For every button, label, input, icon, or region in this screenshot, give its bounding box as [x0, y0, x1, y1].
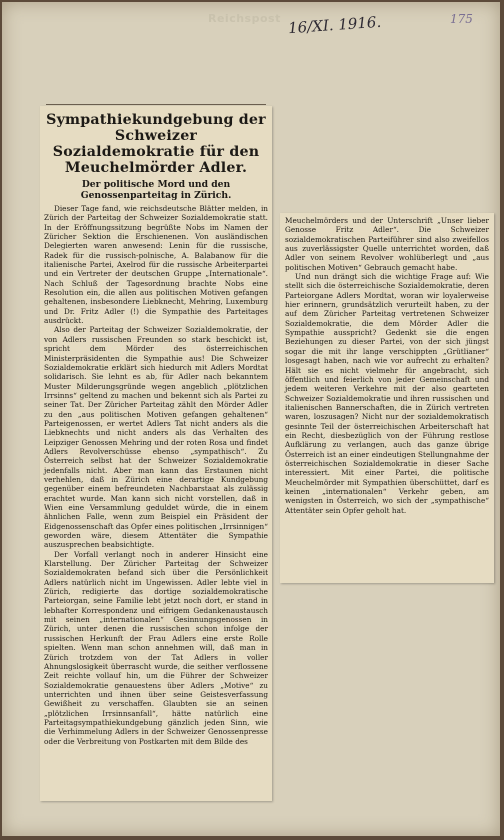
article-paragraph: Also der Parteitag der Schweizer Sozialdemokratie, der von Adlers russischen Freunden so stark beschickt ist, spricht dem Mörder des österreichischen Ministerpräsidenten die Sympathie aus! Die Schweizer Sozialdemokratie erklärt sich hiedurch mit Adlers Mordtat solidarisch. Sie lehnt es ab, für Adler nach bekanntem Muster Milderungsgründe wegen angeblich „plötzlichen Irrsinns“ geltend zu machen und bekennt sich als Partei zu seiner Tat. Der Züricher Parteitag zählt den Mörder Adler zu den „aus politischen Motiven gefangen gehaltenen“ Parteigenossen, er wertet Adlers Tat nicht anders als die Liebknechts und nicht anders als das Verhalten des Leipziger Genossen Mehring und der roten Rosa und findet Adlers Revolverschüsse ebenso „sympathisch“. Zu Österreich selbst hat der Schweizer Sozialdemokratie jedenfalls nicht. Aber man kann das Erstaunen nicht verhehlen, daß in Zürich eine derartige Kundgebung gegenüber einem befreundeten Nachbarstaat als zulässig erachtet wurde. Man kann sich nicht vorstellen, daß in Wien eine Versammlung geduldet würde, die in einem ähnlichen Falle, wenn zum Beispiel ein Präsident der Eidgenossenschaft das Opfer eines politischen „Irrsinnigen“ geworden wäre, diesem Attentäter die Sympathie auszusprechen beabsichtigte.	[44, 325, 268, 550]
article-paragraph: Meuchelmörders und der Unterschrift „Unser lieber Genosse Fritz Adler“. Die Schweizer sozialdemokratischen Parteiführer sind also zweifellos aus zuverlässigster Quelle unterrichtet worden, daß Adler von seinem Revolver wohlüberlegt und „aus politischen Motiven“ Gebrauch gemacht habe.	[285, 216, 489, 272]
article-paragraph: Und nun drängt sich die wichtige Frage auf: Wie stellt sich die österreichische Sozialdemokratie, deren Parteiorgane Adlers Mordtat, woran wir loyalerweise hier erinnern, grundsätzlich verurteilt haben, zu der auf dem Züricher Parteitag vertretenen Schweizer Sozialdemokratie, die dem Mörder Adler die Sympathie ausspricht? Gedenkt sie die engen Beziehungen zu dieser Partei, von der sich jüngst sogar die mit ihr lange verschippten „Grütlianer“ losgesagt haben, nach wie vor aufrecht zu erhalten? Hält sie es nicht vielmehr für angebracht, sich öffentlich und feierlich von jeder Gemeinschaft und jedem weiteren Verkehre mit der also gearteten Schweizer Sozialdemokratie und ihren russischen und italienischen Bannerschaften, die in Zürich vertreten waren, loszusagen? Nicht nur der sozialdemokratisch gesinnte Teil der österreichischen Arbeiterschaft hat ein Recht, diesbezüglich von der Führung restlose Aufklärung zu verlangen, auch das ganze übrige Österreich ist an einer eindeutigen Stellungnahme der österreichischen Sozialdemokratie in dieser Sache interessiert. Mit einer Partei, die politische Meuchelmörder mit Sympathien überschüttet, darf es keinen „internationalen“ Verkehr geben, am wenigsten in Österreich, wo sich der „sympathische“ Attentäter sein Opfer geholt hat.	[285, 272, 489, 515]
handwritten-page-number: 175	[450, 12, 473, 26]
handwritten-date: 16/XI. 1916.	[287, 12, 382, 38]
newspaper-clipping-left	[40, 106, 272, 801]
archive-stamp: Reichspost	[208, 12, 281, 25]
archive-sheet	[2, 2, 500, 836]
article-paragraph: Der Vorfall verlangt noch in anderer Hinsicht eine Klarstellung. Der Züricher Parteitag der Schweizer Sozialdemokraten befand sich über die Persönlichkeit Adlers natürlich nicht im Ungewissen. Adler lebte viel in Zürich, redigierte das dortige sozialdemokratische Parteiorgan, seine Familie lebt jetzt noch dort, er stand in lebhafter Korrespondenz und eifrigem Gedankenaustausch mit seinen „internationalen“ Gesinnungsgenossen in Zürich, unter denen die russischen schon infolge der russischen Herkunft der Frau Adlers eine erste Rolle spielten. Wenn man schon annehmen will, daß man in Zürich trotzdem von der Tat Adlers in voller Ahnungslosigkeit überrascht wurde, die seither verflossene Zeit reichte vollauf hin, um die Führer der Schweizer Sozialdemokratie genauestens über Adlers „Motive“ zu unterrichten und ihnen über seine Geistesverfassung Gewißheit zu verschaffen. Glaubten sie an seinen „plötzlichen Irrsinnsanfall“, hätte natürlich eine Parteitagsympathiekundgebung gänzlich jeden Sinn, wie die Verhimmelung Adlers in der Schweizer Genossenpresse oder die Verbreitung von Postkarten mit dem Bilde des	[44, 549, 268, 746]
article-body-right	[285, 216, 489, 515]
newspaper-clipping-right	[280, 213, 494, 583]
article-body-left	[44, 204, 268, 746]
article-subheadline: Der politische Mord und den Genossenparteitag in Zürich.	[80, 179, 232, 201]
article-headline: Sympathiekundgebung der Schweizer Sozialdemokratie für den Meuchelmörder Adler.	[46, 112, 266, 176]
article-paragraph: Dieser Tage fand, wie reichsdeutsche Blätter melden, in Zürich der Parteitag der Schweizer Sozialdemokratie statt. In der Eröffnungssitzung begrüßte Nobs im Namen der Züricher Sektion die Erschienenen. Von ausländischen Delegierten waren anwesend: Lenin für die russische, Radek für die russisch-polnische, A. Balabanow für die italienische Partei, Axelrod für die russische Arbeiterpartei und ein Vertreter der deutschen Gruppe „Internationale“. Nach Schluß der Tagesordnung brachte Nobs eine Resolution ein, die allen aus politischen Motiven gefangen gehaltenen, insbesondere Liebknecht, Mehring, Luxemburg und Dr. Fritz Adler (!) die Sympathie des Parteitages ausdrückt.	[44, 204, 268, 326]
clipping-top-rule	[46, 104, 266, 105]
